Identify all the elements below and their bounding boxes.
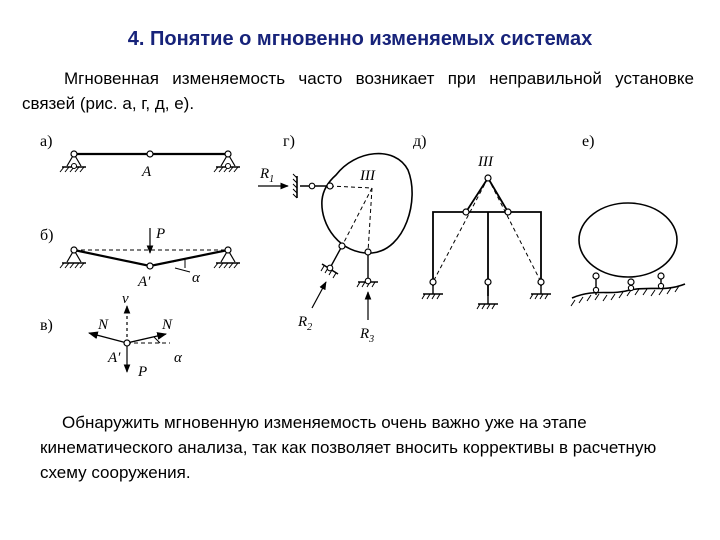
angle-alpha-label-v: α — [174, 350, 182, 366]
load-P-label-b: P — [156, 226, 166, 242]
label-g: г) — [283, 133, 295, 150]
panel-e — [571, 203, 685, 306]
reaction-R2-label: $R_2$ — [298, 314, 313, 333]
load-P-label-v: P — [138, 364, 148, 380]
hinge-A-label: A — [142, 164, 152, 180]
hinge-A-prime-label-b: A′ — [138, 274, 151, 290]
label-d: д) — [413, 133, 427, 150]
label-b: б) — [40, 227, 54, 244]
intro-paragraph: Мгновенная изменяемость часто возникает при неправильной установке связей (рис. а, г, д, е). — [22, 69, 694, 113]
panel-d — [422, 175, 551, 309]
label-a: а) — [40, 133, 53, 150]
hinge-A-prime-label-v: A′ — [108, 350, 121, 366]
panel-b — [60, 228, 240, 272]
label-v: в) — [40, 317, 53, 334]
label-e: е) — [582, 133, 595, 150]
angle-alpha-label-b: α — [192, 270, 200, 286]
force-v-label: v — [122, 291, 129, 307]
hinge-III-label-g: III — [360, 168, 375, 184]
reaction-R1-label: $R_1$ — [260, 166, 275, 185]
conclusion-paragraph: Обнаружить мгновенную изменяемость очень важно уже на этапе кинематического анализа, так как позволяет вносить коррективы в расчетную схему сооружения. — [40, 413, 657, 482]
panel-g — [258, 154, 412, 320]
force-N-left-label: N — [98, 317, 109, 333]
reaction-R3-label: $R_3$ — [360, 326, 375, 345]
page-title: 4. Понятие о мгновенно изменяемых системах — [127, 28, 593, 50]
hinge-III-label-d: III — [478, 154, 493, 170]
panel-v — [89, 306, 170, 372]
force-N-right-label: N — [162, 317, 173, 333]
